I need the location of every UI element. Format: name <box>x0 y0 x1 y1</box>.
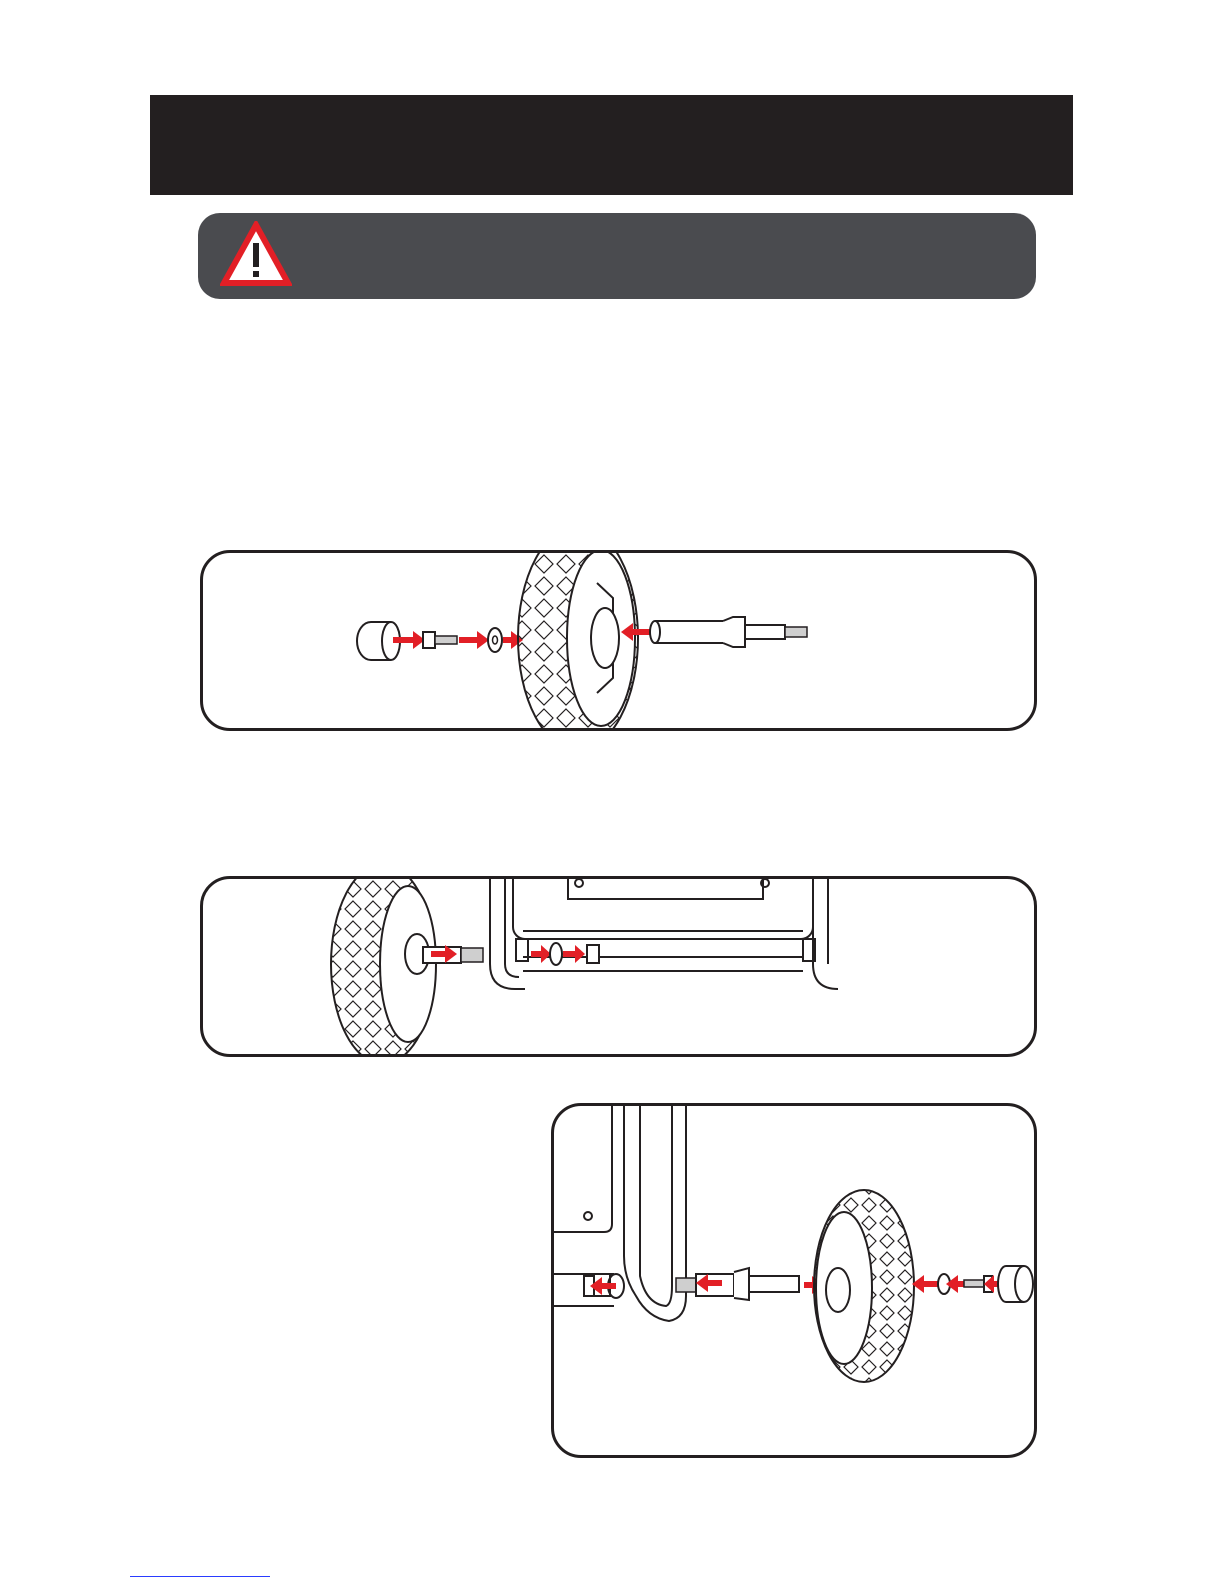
bolt-icon <box>423 632 457 648</box>
warning-banner <box>198 213 1036 299</box>
wheel-assembly-diagram <box>200 550 1037 731</box>
nut-icon <box>587 945 599 963</box>
wheel-to-frame-diagram-1 <box>200 876 1037 1057</box>
page-header-bar <box>150 95 1073 195</box>
washer-icon <box>550 943 562 965</box>
arrow-icon <box>912 1275 938 1293</box>
footer-rule <box>130 1576 270 1577</box>
arrow-icon <box>563 945 585 963</box>
arrow-icon <box>459 631 489 649</box>
frame-icon <box>490 879 838 989</box>
axle-icon <box>650 617 807 647</box>
wheel-icon <box>331 879 436 1057</box>
cap-icon <box>998 1266 1033 1302</box>
wheel-icon <box>814 1190 914 1382</box>
warning-triangle-icon <box>220 221 292 287</box>
wheel-icon <box>518 553 638 731</box>
arrow-icon <box>531 945 551 963</box>
frame-icon <box>554 1106 686 1321</box>
axle-icon <box>676 1268 799 1300</box>
washer-icon <box>488 628 502 652</box>
wheel-to-frame-diagram-2 <box>551 1103 1037 1458</box>
